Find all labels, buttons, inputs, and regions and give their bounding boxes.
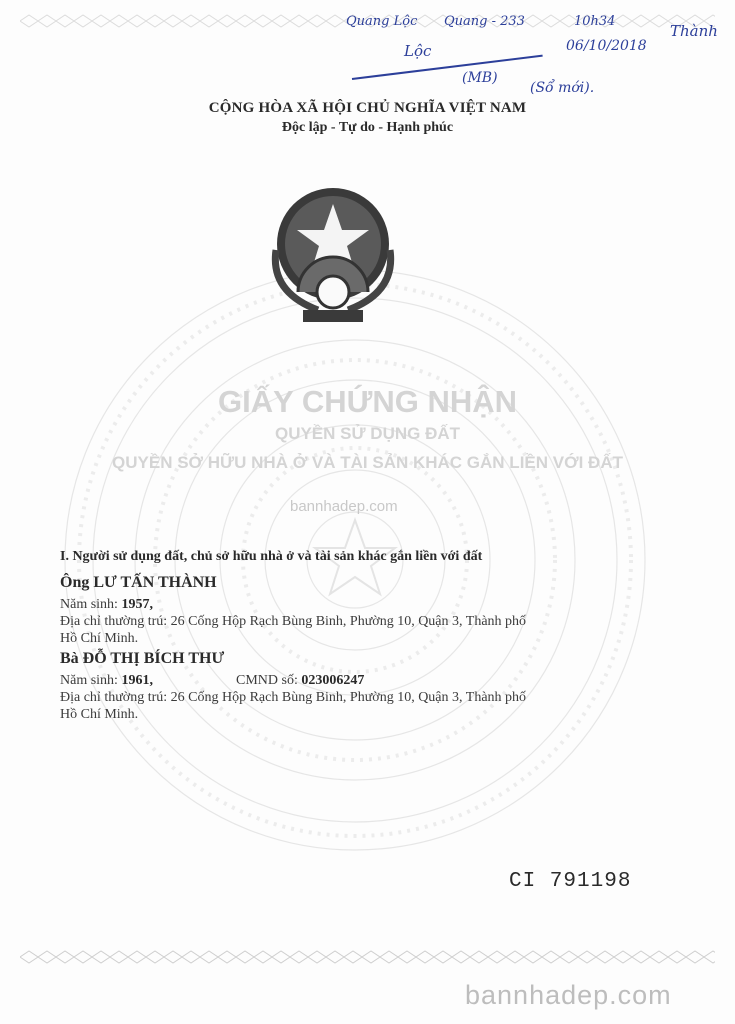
owner-2-name: Bà ĐỖ THỊ BÍCH THƯ	[60, 650, 225, 667]
handwritten-name-1: Quang Lộc	[346, 14, 418, 29]
bottom-border-ornament	[20, 950, 715, 964]
owner-2-id-label: CMND số:	[236, 673, 298, 688]
certificate-subtitle-land-use: QUYỀN SỬ DỤNG ĐẤT	[274, 424, 461, 443]
owner-1-birth-label: Năm sinh:	[60, 597, 118, 612]
national-motto: Độc lập - Tự do - Hạnh phúc	[281, 120, 454, 135]
handwritten-note-mb: (MB)	[462, 70, 498, 86]
owner-2-address-line2: Hồ Chí Minh.	[60, 707, 139, 722]
handwritten-date: 06/10/2018	[566, 38, 647, 54]
owner-1-birth-value: 1957,	[121, 597, 153, 612]
owner-2-birth-label: Năm sinh:	[60, 673, 118, 688]
owner-1-address	[60, 613, 526, 630]
handwritten-note-so-moi: (Sổ mới).	[530, 80, 595, 96]
owner-2-address-label: Địa chỉ thường trú:	[60, 690, 168, 705]
handwritten-signature: Thành	[670, 22, 718, 40]
handwritten-initials: Lộc	[404, 42, 432, 60]
section-heading: I. Người sử dụng đất, chủ sở hữu nhà ở và tài sản khác gắn liền với đất	[60, 549, 483, 564]
owner-2-address-line1: 26 Cống Hộp Rạch Bùng Binh, Phường 10, Quận 3, Thành phố	[170, 690, 527, 705]
certificate-title: GIẤY CHỨNG NHẬN	[218, 384, 517, 419]
handwritten-time: 10h34	[574, 14, 616, 29]
certificate-serial-number: CI 791198	[509, 870, 632, 893]
owner-2-birth-value: 1961,	[121, 673, 153, 688]
bottom-watermark: bannhadep.com	[465, 980, 672, 1010]
owner-2-address	[60, 689, 526, 706]
owner-2-id-value: 023006247	[301, 673, 365, 688]
certificate-subtitle-ownership: QUYỀN SỞ HỮU NHÀ Ở VÀ TÀI SẢN KHÁC GẮN LIỀN VỚI ĐẤT	[112, 453, 623, 472]
center-watermark: bannhadep.com	[290, 498, 398, 515]
country-name: CỘNG HÒA XÃ HỘI CHỦ NGHĨA VIỆT NAM	[208, 100, 527, 116]
owner-1-birth	[60, 596, 153, 613]
owner-1-address-line1: 26 Cống Hộp Rạch Bùng Binh, Phường 10, Quận 3, Thành phố	[170, 614, 527, 629]
owner-2-birth	[60, 672, 153, 689]
owner-1-name: Ông LƯ TẤN THÀNH	[60, 574, 217, 591]
handwritten-name-2: Quang - 233	[444, 14, 525, 29]
owner-1-address-line2: Hồ Chí Minh.	[60, 631, 139, 646]
owner-1-address-label: Địa chỉ thường trú:	[60, 614, 168, 629]
national-emblem	[258, 172, 408, 337]
owner-2-id	[236, 672, 364, 689]
